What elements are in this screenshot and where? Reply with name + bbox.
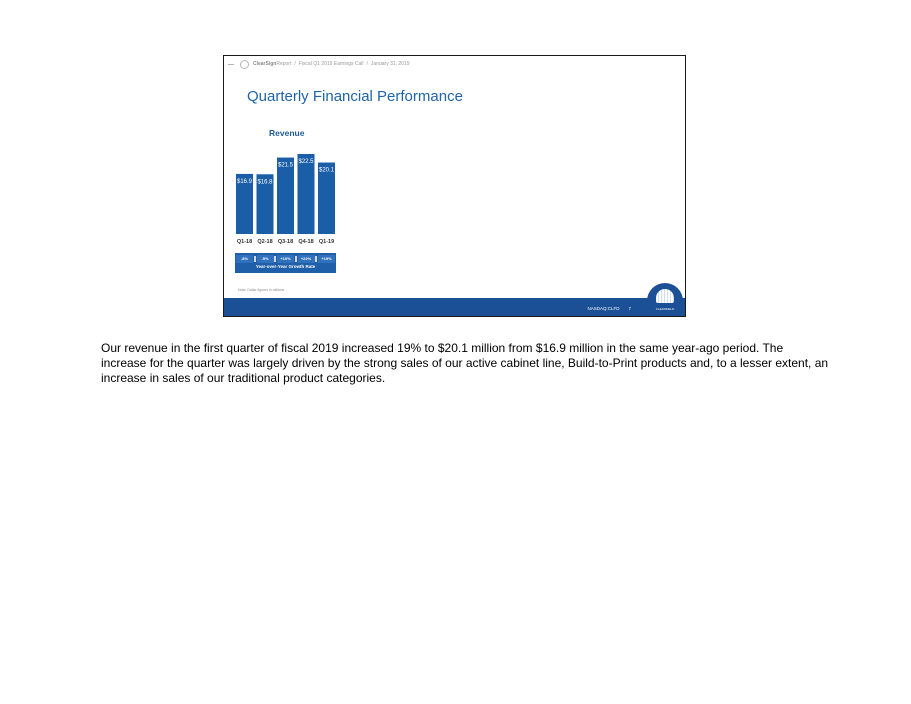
footer-text	[587, 306, 631, 311]
growth-rate-separator	[274, 256, 276, 262]
bar-value-label: $22.5	[298, 159, 314, 165]
slide-title: Quarterly Financial Performance	[247, 88, 463, 105]
category-label: Q2-18	[257, 239, 273, 245]
breadcrumb-separator: /	[294, 61, 296, 67]
revenue-bar-q4-18	[298, 154, 315, 234]
breadcrumb-label: Report	[276, 61, 292, 67]
growth-rate-separator	[254, 256, 256, 262]
growth-rate-cell: +22%	[298, 255, 315, 263]
clearfield-logo	[647, 283, 683, 317]
breadcrumb-separator: /	[366, 61, 368, 67]
growth-rate-cells	[235, 255, 336, 263]
growth-rate-cell: +10%	[277, 255, 294, 263]
footer-bar	[224, 298, 686, 317]
category-label: Q1-18	[236, 239, 253, 245]
bar-value-label: $20.1	[318, 167, 335, 174]
logo-wordmark: CLEARFIELD	[655, 307, 675, 311]
category-label: Q1-19	[318, 239, 335, 245]
growth-rate-cell: -5%	[257, 255, 274, 263]
bar-value-label: $21.5	[277, 162, 294, 169]
dollar-note: Note: Dollar figures in millions	[238, 288, 285, 292]
footer-ticker: NASDAQ:CLFD	[587, 306, 620, 311]
page-number: 7	[628, 306, 631, 311]
growth-rate-cell: -8%	[236, 255, 253, 263]
revenue-caption: Our revenue in the first quarter of fiscal 2019 increased 19% to $20.1 million from $16.9 million in the same year-ago period. The increase for the quarter was largely driven by the strong sales of our active cabinet line, Build-to-Print products and, to a lesser extent, an increase in sales of our traditional product categories.	[101, 341, 829, 385]
category-label: Q3-18	[277, 239, 294, 245]
growth-rate-label: Year-over-Year Growth Rate	[255, 264, 316, 269]
revenue-bar-q3-18	[277, 158, 294, 234]
bar-value-label: $16.8	[257, 179, 273, 186]
growth-rate-cell: +19%	[318, 255, 335, 263]
growth-rate-separator	[315, 256, 317, 262]
shell-logo-icon	[656, 289, 674, 303]
breadcrumb-event: Fiscal Q1 2019 Earnings Call	[298, 61, 364, 67]
growth-rate-separator	[295, 256, 297, 262]
breadcrumb-brand: ClearSign	[253, 61, 277, 67]
chart-title: Revenue	[269, 128, 305, 138]
presentation-slide	[223, 55, 686, 317]
bar-value-label: $16.9	[236, 178, 253, 185]
category-label: Q4-18	[298, 239, 314, 245]
breadcrumb-date: January 31, 2019	[370, 61, 410, 67]
revenue-bar-chart	[224, 56, 686, 317]
growth-rate-panel	[235, 253, 336, 273]
